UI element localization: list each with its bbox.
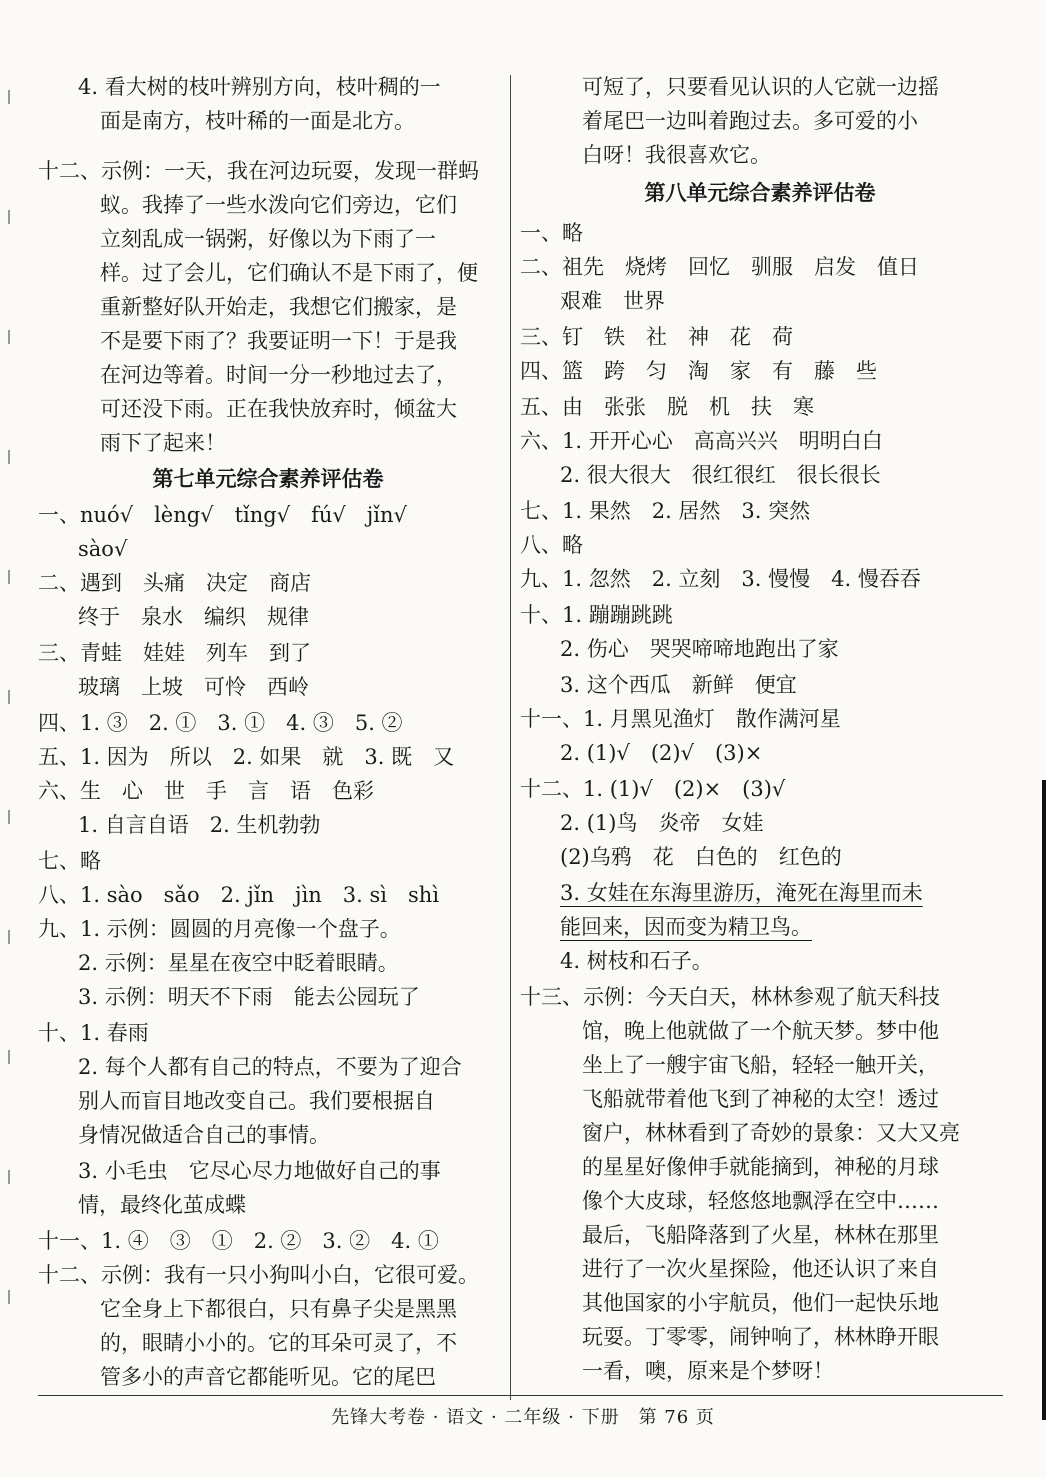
section-title: 第七单元综合素养评估卷 [152,466,384,491]
answer-line: 八、1. sào sǎo 2. jǐn jìn 3. sì shì [38,883,440,907]
page-footer: 先锋大考卷 · 语文 · 二年级 · 下册 第 76 页 [331,1407,715,1428]
answer-line: 2. 伤心 哭哭啼啼地跑出了家 [560,637,839,661]
answer-line: 在河边等着。时间一分一秒地过去了， [100,363,457,387]
answer-line: 3. 女娃在东海里游历，淹死在海里而未 [560,881,923,905]
answer-line: 十一、1. ④ ③ ① 2. ② 3. ② 4. ① [38,1229,439,1253]
answer-line: 的星星好像伸手就能摘到，神秘的月球 [582,1155,939,1179]
answer-line: 坐上了一艘宇宙飞船，轻轻一触开关， [582,1053,939,1077]
answer-line: 像个大皮球，轻悠悠地飘浮在空中…… [582,1189,939,1213]
answer-line: 样。过了会儿，它们确认不是下雨了，便 [100,261,478,285]
answer-line: 飞船就带着他飞到了神秘的太空！透过 [582,1087,939,1111]
answer-line: 不是要下雨了？我要证明一下！于是我 [100,329,457,353]
answer-line: 2. (1)√ (2)√ (3)× [560,741,763,765]
answer-line: 三、钉 铁 社 神 花 荷 [520,325,793,349]
answer-line: 的，眼睛小小的。它的耳朵可灵了，不 [100,1331,457,1355]
answer-line: 终于 泉水 编织 规律 [78,605,309,629]
answer-line: 2. 很大很大 很红很红 很长很长 [560,463,881,487]
answer-line: 可还没下雨。正在我快放弃时，倾盆大 [100,397,457,421]
answer-line: 白呀！我很喜欢它。 [582,143,771,167]
answer-line: 九、1. 示例：圆圆的月亮像一个盘子。 [38,917,401,941]
answer-line: 二、遇到 头痛 决定 商店 [38,571,311,595]
answer-line: 蚁。我捧了一些水泼向它们旁边，它们 [100,193,457,217]
answer-line: 七、1. 果然 2. 居然 3. 突然 [520,499,811,523]
answer-line: 十二、示例：我有一只小狗叫小白，它很可爱。 [38,1263,479,1287]
answer-line: 十、1. 春雨 [38,1021,149,1045]
answer-line: 十三、示例：今天白天，林林参观了航天科技 [520,985,940,1009]
answer-line: (2)乌鸦 花 白色的 红色的 [560,845,842,869]
answer-line: 六、生 心 世 手 言 语 色彩 [38,779,374,803]
answer-line: 十、1. 蹦蹦跳跳 [520,603,673,627]
answer-line: 十二、1. (1)√ (2)× (3)√ [520,777,786,801]
answer-line: 4. 看大树的枝叶辨别方向，枝叶稠的一 [78,75,441,99]
answer-line: 四、1. ③ 2. ① 3. ① 4. ③ 5. ② [38,711,403,735]
answer-line: 2. 每个人都有自己的特点，不要为了迎合 [78,1055,462,1079]
scan-edge-shadow [1042,780,1046,1420]
answer-line: 五、由 张张 脱 机 扶 寒 [520,395,814,419]
answer-line: 3. 小毛虫 它尽心尽力地做好自己的事 [78,1159,441,1183]
answer-line: 一、nuó√ lèng√ tǐng√ fú√ jǐn√ [38,503,407,527]
footer-rule [38,1395,1003,1396]
answer-line: 玻璃 上坡 可怜 西岭 [78,675,309,699]
answer-line: 其他国家的小宇航员，他们一起快乐地 [582,1291,939,1315]
page-binding-edge [8,90,10,1390]
answer-line: 十一、1. 月黑见渔灯 散作满河星 [520,707,841,731]
answer-line: 面是南方，枝叶稀的一面是北方。 [100,109,415,133]
answer-line: 1. 自言自语 2. 生机勃勃 [78,813,321,837]
answer-line: 着尾巴一边叫着跑过去。多可爱的小 [582,109,918,133]
answer-line: 七、略 [38,849,101,873]
answer-line: 重新整好队开始走，我想它们搬家，是 [100,295,457,319]
answer-line: 一、略 [520,221,583,245]
answer-line: 四、篮 跨 匀 淘 家 有 藤 些 [520,359,877,383]
answer-line: 3. 这个西瓜 新鲜 便宜 [560,673,797,697]
answer-line: 三、青蛙 娃娃 列车 到了 [38,641,311,665]
answer-line: 2. 示例：星星在夜空中眨着眼睛。 [78,951,399,975]
answer-line: 2. (1)鸟 炎帝 女娃 [560,811,764,835]
answer-line: 雨下了起来！ [100,431,226,455]
answer-line: 九、1. 忽然 2. 立刻 3. 慢慢 4. 慢吞吞 [520,567,921,591]
section-title: 第八单元综合素养评估卷 [644,180,876,205]
answer-line: 一看，噢，原来是个梦呀！ [582,1359,834,1383]
answer-line: 最后，飞船降落到了火星，林林在那里 [582,1223,939,1247]
answer-line: 可短了，只要看见认识的人它就一边摇 [582,75,939,99]
answer-line: 二、祖先 烧烤 回忆 驯服 启发 值日 [520,255,919,279]
answer-line: 能回来，因而变为精卫鸟。 [560,915,812,939]
answer-line: 玩耍。丁零零，闹钟响了，林林睁开眼 [582,1325,939,1349]
answer-line: 3. 示例：明天不下雨 能去公园玩了 [78,985,420,1009]
answer-line: 进行了一次火星探险，他还认识了来自 [582,1257,939,1281]
answer-line: 馆，晚上他就做了一个航天梦。梦中他 [582,1019,939,1043]
answer-line: 六、1. 开开心心 高高兴兴 明明白白 [520,429,883,453]
answer-line: 别人而盲目地改变自己。我们要根据自 [78,1089,435,1113]
answer-line: 身情况做适合自己的事情。 [78,1123,330,1147]
answer-line: 八、略 [520,533,583,557]
answer-line: 管多小的声音它都能听见。它的尾巴 [100,1365,436,1389]
answer-line: 4. 树枝和石子。 [560,949,713,973]
answer-line: 十二、示例：一天，我在河边玩耍，发现一群蚂 [38,159,479,183]
column-divider [510,75,511,1400]
answer-line: 窗户，林林看到了奇妙的景象：又大又亮 [582,1121,960,1145]
answer-line: 情，最终化茧成蝶 [78,1193,246,1217]
answer-line: sào√ [78,537,128,561]
answer-line: 艰难 世界 [560,289,665,313]
answer-line: 它全身上下都很白，只有鼻子尖是黑黑 [100,1297,457,1321]
answer-line: 五、1. 因为 所以 2. 如果 就 3. 既 又 [38,745,455,769]
answer-line: 立刻乱成一锅粥，好像以为下雨了一 [100,227,436,251]
